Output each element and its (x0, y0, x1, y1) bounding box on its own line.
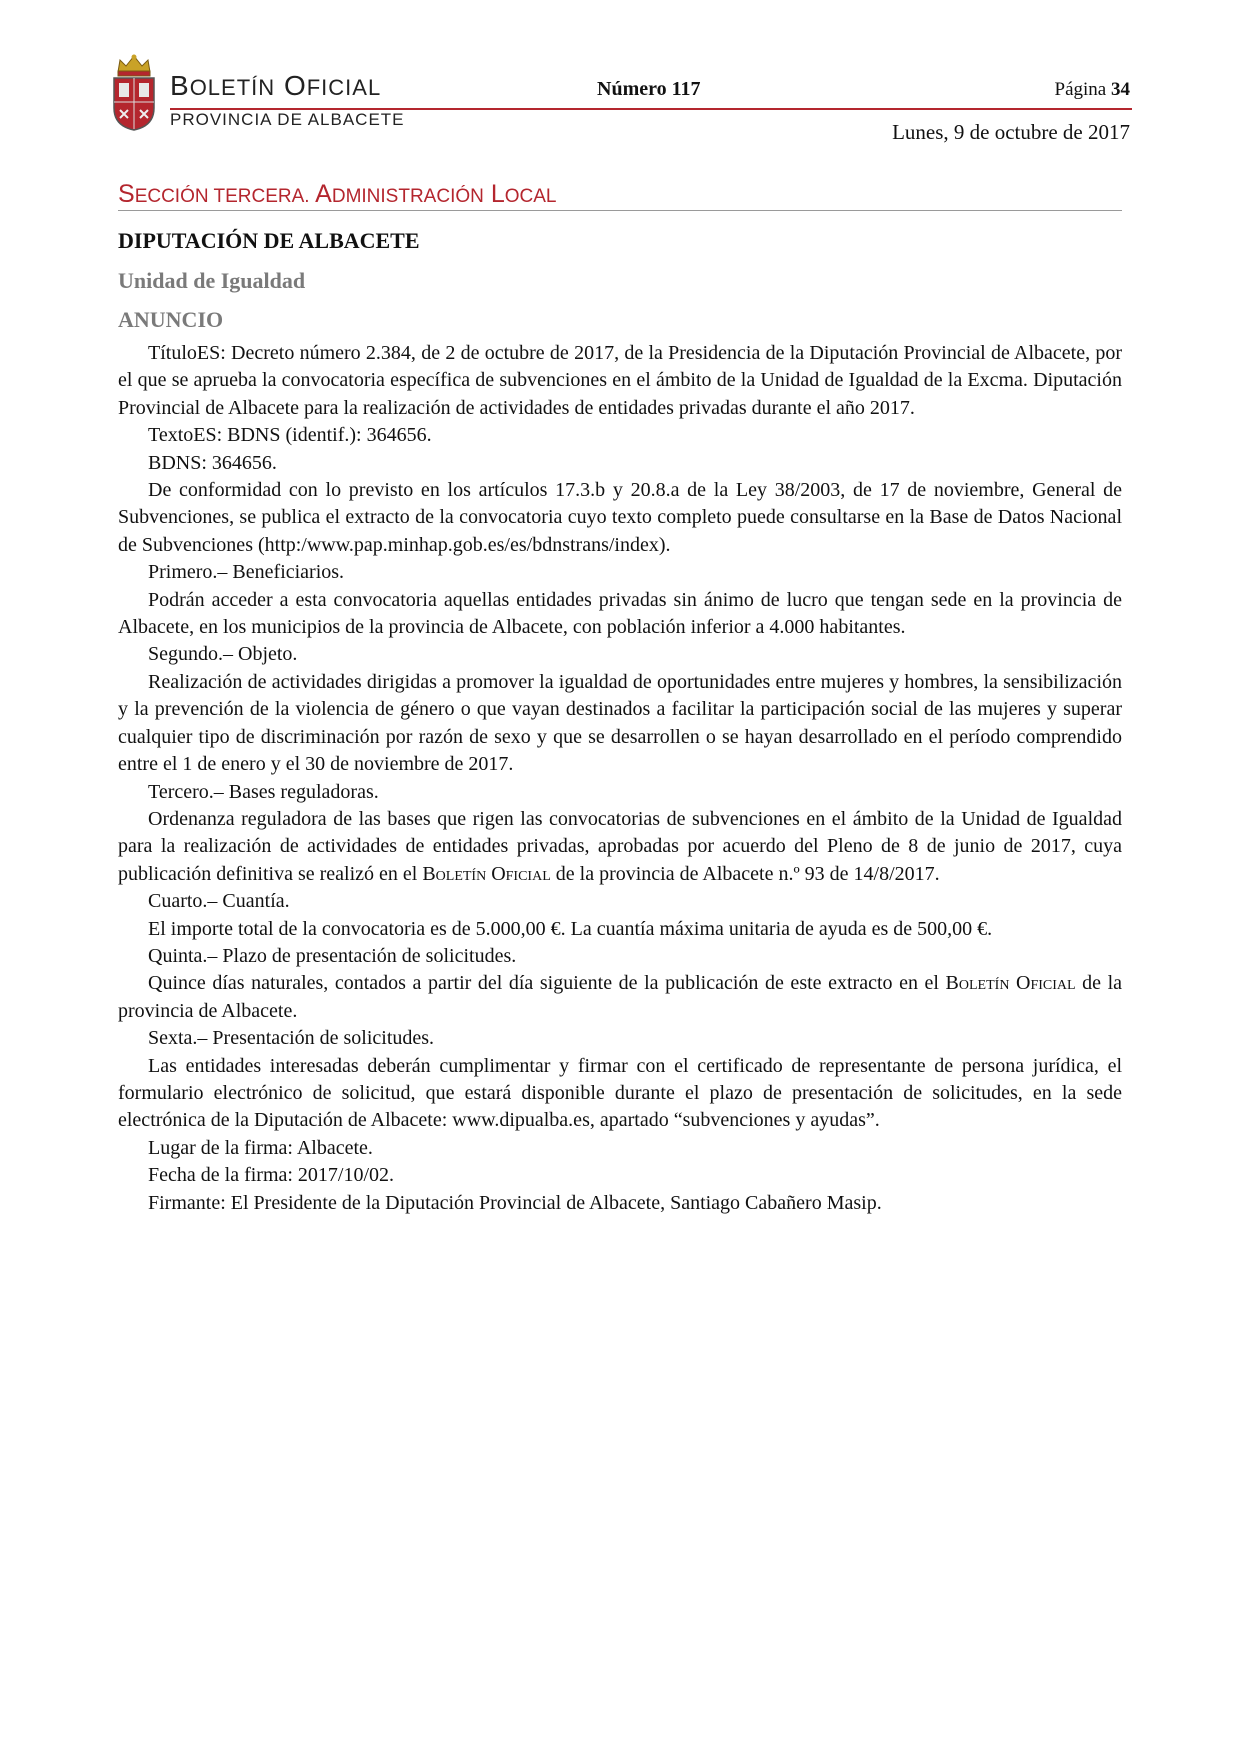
coat-of-arms-icon (110, 52, 158, 132)
body-paragraph: TítuloES: Decreto número 2.384, de 2 de octubre de 2017, de la Presidencia de la Diputación Provincial de Albacete, por el que se aprueba la convocatoria específica de subvenciones en el ámbito de la Unidad de Igualdad de la Excma. Diputación Provincial de Albacete para la realización de actividades de entidades privadas durante el año 2017. (118, 342, 1122, 419)
body-text: de la provincia de Albacete n.º 93 de 14/8/2017. (550, 862, 940, 885)
section-word: ECCIÓN TERCERA. (134, 186, 310, 207)
bulletin-reference: Boletín Oficial (945, 972, 1076, 995)
section-letter: A (315, 180, 332, 208)
section-letter: L (490, 180, 505, 208)
masthead (170, 72, 405, 130)
body-paragraph: Realización de actividades dirigidas a promover la igualdad de oportunidades entre mujeres y hombres, la sensibilización y la prevención de la violencia de género o que vayan destinados a facilitar la participación social de las mujeres y superar cualquier tipo de discriminación por razón de sexo y que se desarrollen o se hayan desarrollado en el período comprendido entre el 1 de enero y el 30 de noviembre de 2017. (118, 670, 1122, 776)
body-paragraph: TextoES: BDNS (identif.): 364656. (148, 424, 432, 447)
body-paragraph: Quinta.– Plazo de presentación de solicitudes. (148, 944, 517, 967)
page-number-label: Página (1054, 79, 1107, 100)
body-paragraph: Segundo.– Objeto. (148, 643, 298, 666)
masthead-word: OLETÍN (189, 75, 276, 100)
issue-number: Número 117 (597, 78, 701, 100)
body-paragraph (118, 806, 1122, 888)
masthead-word: FICIAL (306, 75, 382, 100)
body-paragraph: Fecha de la firma: 2017/10/02. (148, 1164, 395, 1187)
body-paragraph: Tercero.– Bases reguladoras. (148, 780, 379, 803)
notice-body (118, 340, 1122, 1217)
section-word: DMINISTRACIÓN (331, 186, 484, 207)
body-paragraph (118, 970, 1122, 1025)
body-text: Ordenanza reguladora de las bases que rigen las convocatorias de subvenciones en el ámbito de la Unidad de Igualdad para la realización de actividades de entidades privadas, aprobadas por acuerdo del Pleno de 8 de junio de 2017, cuya publicación definitiva se realizó en el (118, 807, 1122, 885)
body-paragraph: Cuarto.– Cuantía. (148, 890, 290, 913)
notice-heading: ANUNCIO (118, 307, 224, 332)
masthead-title (170, 72, 405, 100)
section-title (118, 180, 556, 209)
organization-heading: DIPUTACIÓN DE ALBACETE (118, 228, 420, 253)
body-paragraph: Primero.– Beneficiarios. (148, 561, 345, 584)
masthead-subtitle: PROVINCIA DE ALBACETE (170, 110, 405, 129)
bulletin-reference: Boletín Oficial (422, 862, 551, 885)
body-paragraph: Podrán acceder a esta convocatoria aquellas entidades privadas sin ánimo de lucro que tengan sede en la provincia de Albacete, en los municipios de la provincia de Albacete, con población inferior a 4.000 habitantes. (118, 588, 1122, 639)
page-number-value: 34 (1111, 79, 1130, 100)
body-paragraph: De conformidad con lo previsto en los artículos 17.3.b y 20.8.a de la Ley 38/2003, de 17 de noviembre, General de Subvenciones, se publica el extracto de la convocatoria cuyo texto completo puede consultarse en la Base de Datos Nacional de Subvenciones (http:/www.pap.minhap.gob.es/es/bdnstrans/index). (118, 479, 1122, 556)
header-divider (170, 108, 1132, 110)
page-number (1055, 79, 1130, 101)
body-text: de la provincia de Albacete. (118, 972, 1123, 1022)
section-letter: S (118, 180, 135, 208)
section-word: OCAL (504, 186, 557, 207)
section-divider (118, 210, 1122, 211)
body-paragraph: Sexta.– Presentación de solicitudes. (148, 1027, 435, 1050)
body-text: Quince días naturales, contados a partir del día siguiente de la publicación de este extracto en el (148, 972, 946, 995)
body-paragraph: Firmante: El Presidente de la Diputación Provincial de Albacete, Santiago Cabañero Masip. (148, 1191, 882, 1214)
unit-heading: Unidad de Igualdad (118, 268, 306, 293)
issue-date: Lunes, 9 de octubre de 2017 (892, 120, 1130, 144)
body-paragraph: Las entidades interesadas deberán cumplimentar y firmar con el certificado de representante de persona jurídica, el formulario electrónico de solicitud, que estará disponible durante el plazo de presentación de solicitudes, en la sede electrónica de la Diputación de Albacete: www.dipualba.es, apartado “subvenciones y ayudas”. (118, 1054, 1122, 1132)
masthead-letter: B (170, 70, 190, 101)
masthead-letter: O (283, 70, 307, 101)
body-paragraph: El importe total de la convocatoria es de 5.000,00 €. La cuantía máxima unitaria de ayuda es de 500,00 €. (148, 917, 993, 940)
body-paragraph: Lugar de la firma: Albacete. (148, 1136, 373, 1159)
body-paragraph: BDNS: 364656. (148, 451, 277, 474)
